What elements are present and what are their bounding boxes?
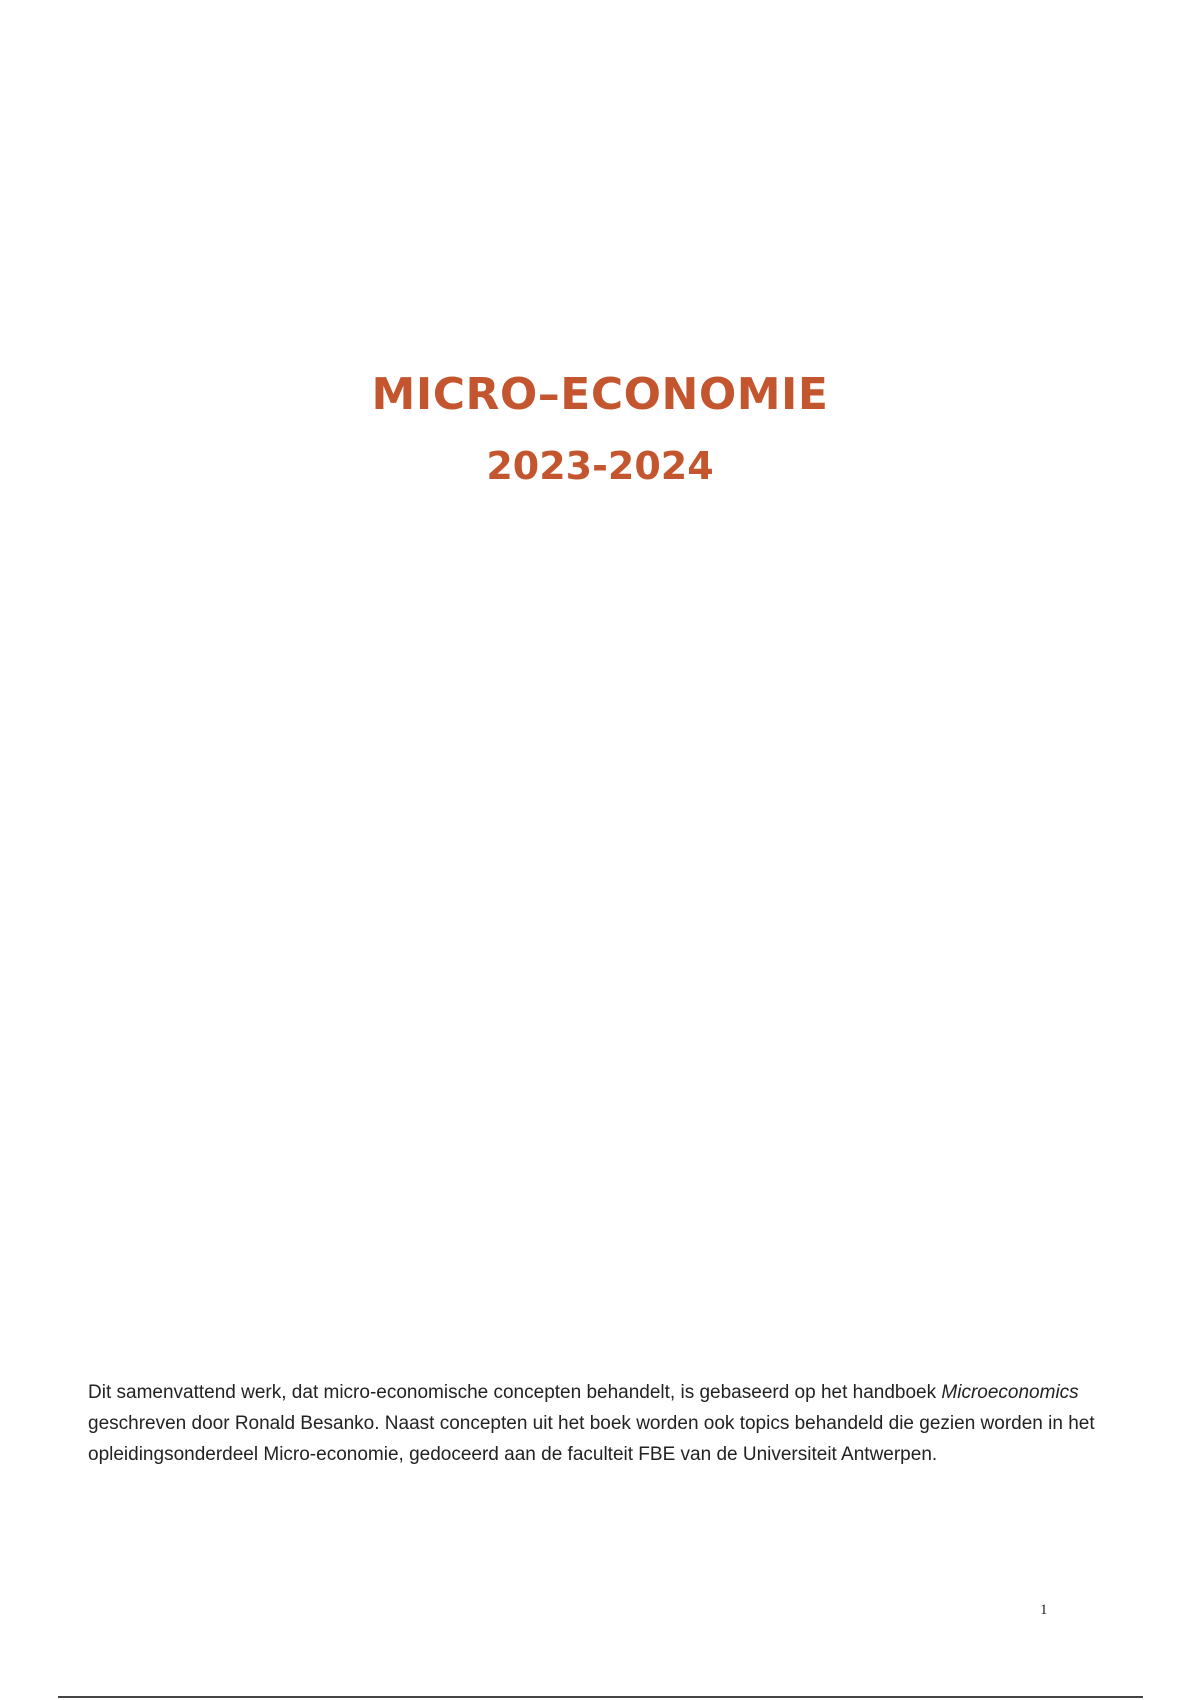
footer-divider: [58, 1696, 1143, 1698]
document-title: MICRO–ECONOMIE: [371, 369, 829, 420]
title-block: [0, 362, 1200, 504]
academic-year: 2023-2024: [486, 444, 714, 488]
page-number: 1: [1040, 1602, 1048, 1618]
abstract-rest: geschreven door Ronald Besanko. Naast concepten uit het boek worden ook topics behandeld die gezien worden in het opleidingsonderdeel Micro-economie, gedoceerd aan de faculteit FBE van de Universiteit Antwerpen.: [88, 1413, 1095, 1465]
book-title: Microeconomics: [941, 1382, 1079, 1403]
abstract-paragraph: [88, 1377, 1128, 1470]
abstract-intro: Dit samenvattend werk, dat micro-economische concepten behandelt, is gebaseerd op het handboek: [88, 1382, 942, 1403]
